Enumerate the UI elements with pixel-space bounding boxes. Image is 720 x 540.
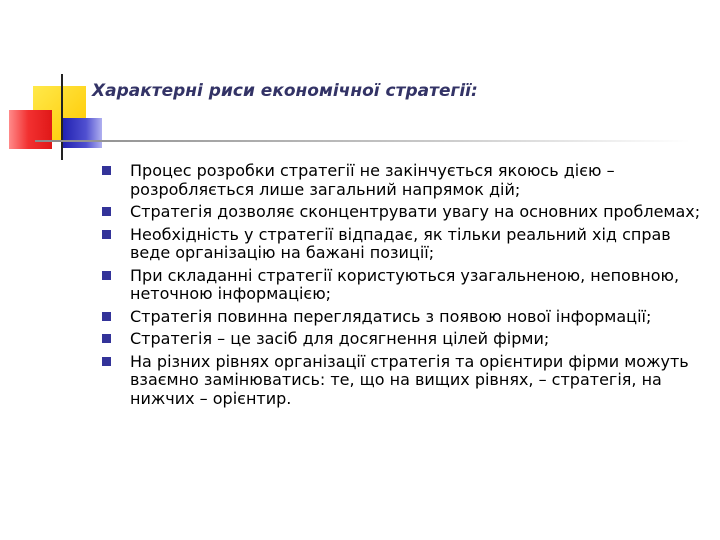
list-item — [102, 226, 702, 263]
list-item — [102, 267, 702, 304]
list-item — [102, 353, 702, 409]
square-bullet-icon — [102, 166, 111, 175]
list-item-text: Необхідність у стратегії відпадає, як тільки реальний хід справ веде організацію на бажані позиції; — [130, 224, 671, 262]
red-square — [9, 110, 52, 149]
list-item-text: Стратегія повинна переглядатись з появою нової інформації; — [130, 306, 652, 326]
square-bullet-icon — [102, 357, 111, 366]
list-item — [102, 162, 702, 199]
list-item — [102, 203, 702, 222]
square-bullet-icon — [102, 312, 111, 321]
list-item-text: Стратегія дозволяє сконцентрувати увагу на основних проблемах; — [130, 202, 701, 221]
list-item-text: На різних рівнях організації стратегія та орієнтири фірми можуть взаємно замінюватись: те, що на вищих рівнях, – стратегія, на нижчих – орієнтир. — [130, 351, 689, 408]
list-item — [102, 330, 702, 349]
list-item-text: Стратегія – це засіб для досягнення цілей фірми; — [130, 329, 550, 348]
horizontal-rule — [35, 140, 690, 142]
list-item — [102, 308, 702, 327]
bullet-list — [102, 162, 702, 412]
square-bullet-icon — [102, 207, 111, 216]
square-bullet-icon — [102, 334, 111, 343]
blue-square — [62, 118, 102, 148]
list-item-text: При складанні стратегії користуються узагальненою, неповною, неточною інформацією; — [130, 265, 680, 303]
square-bullet-icon — [102, 271, 111, 280]
square-bullet-icon — [102, 230, 111, 239]
list-item-text: Процес розробки стратегії не закінчується якоюсь дією – розробляється лише загальний напрямок дій; — [130, 161, 615, 199]
slide-title: Характерні риси економічної стратегії: — [92, 81, 478, 101]
